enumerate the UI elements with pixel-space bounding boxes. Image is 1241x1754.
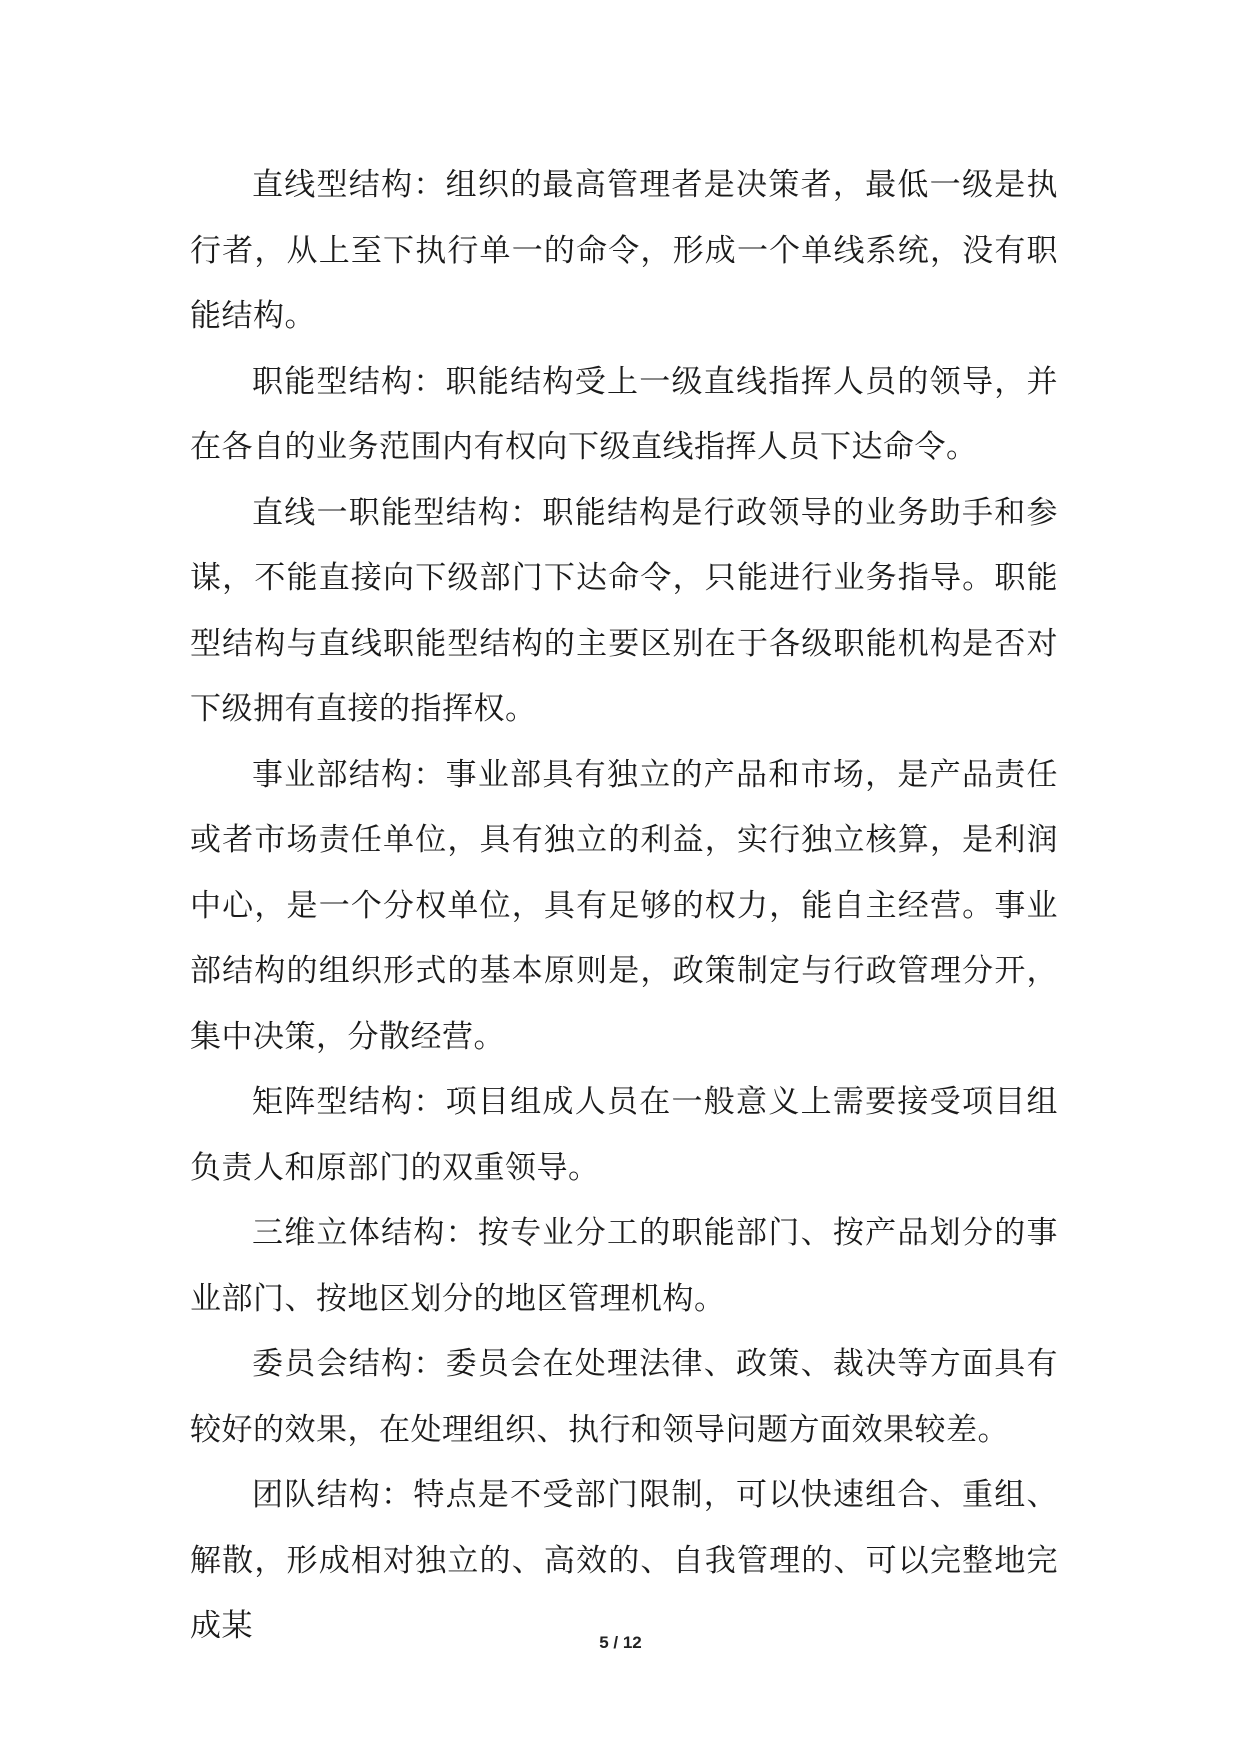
paragraph-team-structure: 团队结构：特点是不受部门限制，可以快速组合、重组、解散，形成相对独立的、高效的、自我管理的、可以完整地完成某	[190, 1477, 1058, 1644]
paragraph-line-functional-structure: 直线一职能型结构：职能结构是行政领导的业务助手和参谋，不能直接向下级部门下达命令，只能进行业务指导。职能型结构与直线职能型结构的主要区别在于各级职能机构是否对下级拥有直接的指挥权。	[190, 494, 1058, 727]
paragraph-linear-structure: 直线型结构：组织的最高管理者是决策者，最低一级是执行者，从上至下执行单一的命令，形成一个单线系统，没有职能结构。	[190, 167, 1058, 334]
paragraph-three-dimensional-structure: 三维立体结构：按专业分工的职能部门、按产品划分的事业部门、按地区划分的地区管理机构。	[190, 1215, 1058, 1317]
paragraph-committee-structure: 委员会结构：委员会在处理法律、政策、裁决等方面具有较好的效果，在处理组织、执行和领导问题方面效果较差。	[190, 1346, 1058, 1448]
paragraph-functional-structure: 职能型结构：职能结构受上一级直线指挥人员的领导，并在各自的业务范围内有权向下级直线指挥人员下达命令。	[190, 363, 1058, 465]
paragraph-matrix-structure: 矩阵型结构：项目组成人员在一般意义上需要接受项目组负责人和原部门的双重领导。	[190, 1084, 1058, 1186]
page-number: 5 / 12	[599, 1633, 642, 1652]
document-body	[190, 153, 1058, 1660]
paragraph-divisional-structure: 事业部结构：事业部具有独立的产品和市场，是产品责任或者市场责任单位，具有独立的利益，实行独立核算，是利润中心，是一个分权单位，具有足够的权力，能自主经营。事业部结构的组织形式的基本原则是，政策制定与行政管理分开，集中决策，分散经营。	[190, 756, 1058, 1055]
